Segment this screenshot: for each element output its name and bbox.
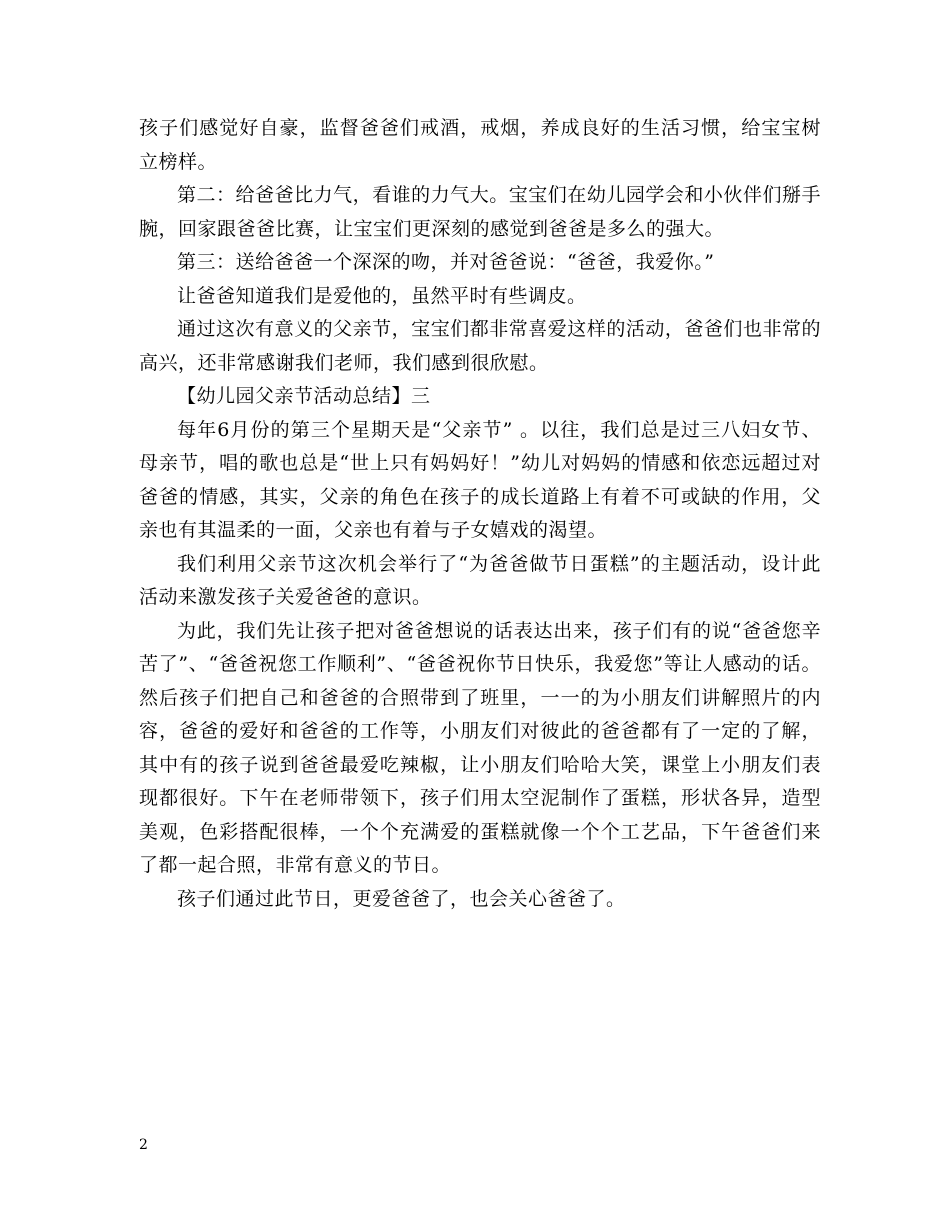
paragraph-fathers-day-intro: 每年6月份的第三个星期天是“父亲节” 。以往，我们总是过三八妇女节、母亲节，唱的歌也总是“世上只有妈妈好！”幼儿对妈妈的情感和依恋远超过对爸爸的情感，其实，父亲的角色在孩子的成长道路上有着不可或缺的作用，父亲也有其温柔的一面，父亲也有着与子女嬉戏的渴望。 (139, 418, 821, 541)
section-heading: 【幼儿园父亲节活动总结】三 (177, 385, 431, 407)
paragraph-meaningful-day: 通过这次有意义的父亲节，宝宝们都非常喜爱这样的活动，爸爸们也非常的高兴，还非常感谢我们老师，我们感到很欣慰。 (139, 318, 821, 374)
page-number: 2 (139, 1137, 148, 1153)
paragraph-let-dad-know: 让爸爸知道我们是爱他的，虽然平时有些调皮。 (177, 284, 587, 307)
document-body (139, 112, 821, 916)
paragraph-conclusion: 孩子们通过此节日，更爱爸爸了，也会关心爸爸了。 (177, 887, 626, 910)
paragraph-second-activity: 第二：给爸爸比力气，看谁的力气大。宝宝们在幼儿园学会和小伙伴们掰手腕，回家跟爸爸比赛，让宝宝们更深刻的感觉到爸爸是多么的强大。 (139, 184, 821, 240)
paragraph-continuation: 孩子们感觉好自豪，监督爸爸们戒酒，戒烟，养成良好的生活习惯，给宝宝树立榜样。 (139, 117, 821, 173)
paragraph-cake-activity: 我们利用父亲节这次机会举行了“为爸爸做节日蛋糕”的主题活动，设计此活动来激发孩子关爱爸爸的意识。 (139, 552, 821, 608)
paragraph-third-activity: 第三：送给爸爸一个深深的吻，并对爸爸说：“爸爸，我爱你。” (177, 251, 715, 273)
paragraph-activity-details: 为此，我们先让孩子把对爸爸想说的话表达出来，孩子们有的说“爸爸您辛苦了”、“爸爸祝您工作顺利”、“爸爸祝你节日快乐，我爱您”等让人感动的话。然后孩子们把自己和爸爸的合照带到了班里，一一的为小朋友们讲解照片的内容，爸爸的爱好和爸爸的工作等，小朋友们对彼此的爸爸都有了一定的了解，其中有的孩子说到爸爸最爱吃辣椒，让小朋友们哈哈大笑，课堂上小朋友们表现都很好。下午在老师带领下，孩子们用太空泥制作了蛋糕，形状各异，造型美观，色彩搭配很棒，一个个充满爱的蛋糕就像一个个工艺品，下午爸爸们来了都一起合照，非常有意义的节日。 (139, 619, 821, 876)
